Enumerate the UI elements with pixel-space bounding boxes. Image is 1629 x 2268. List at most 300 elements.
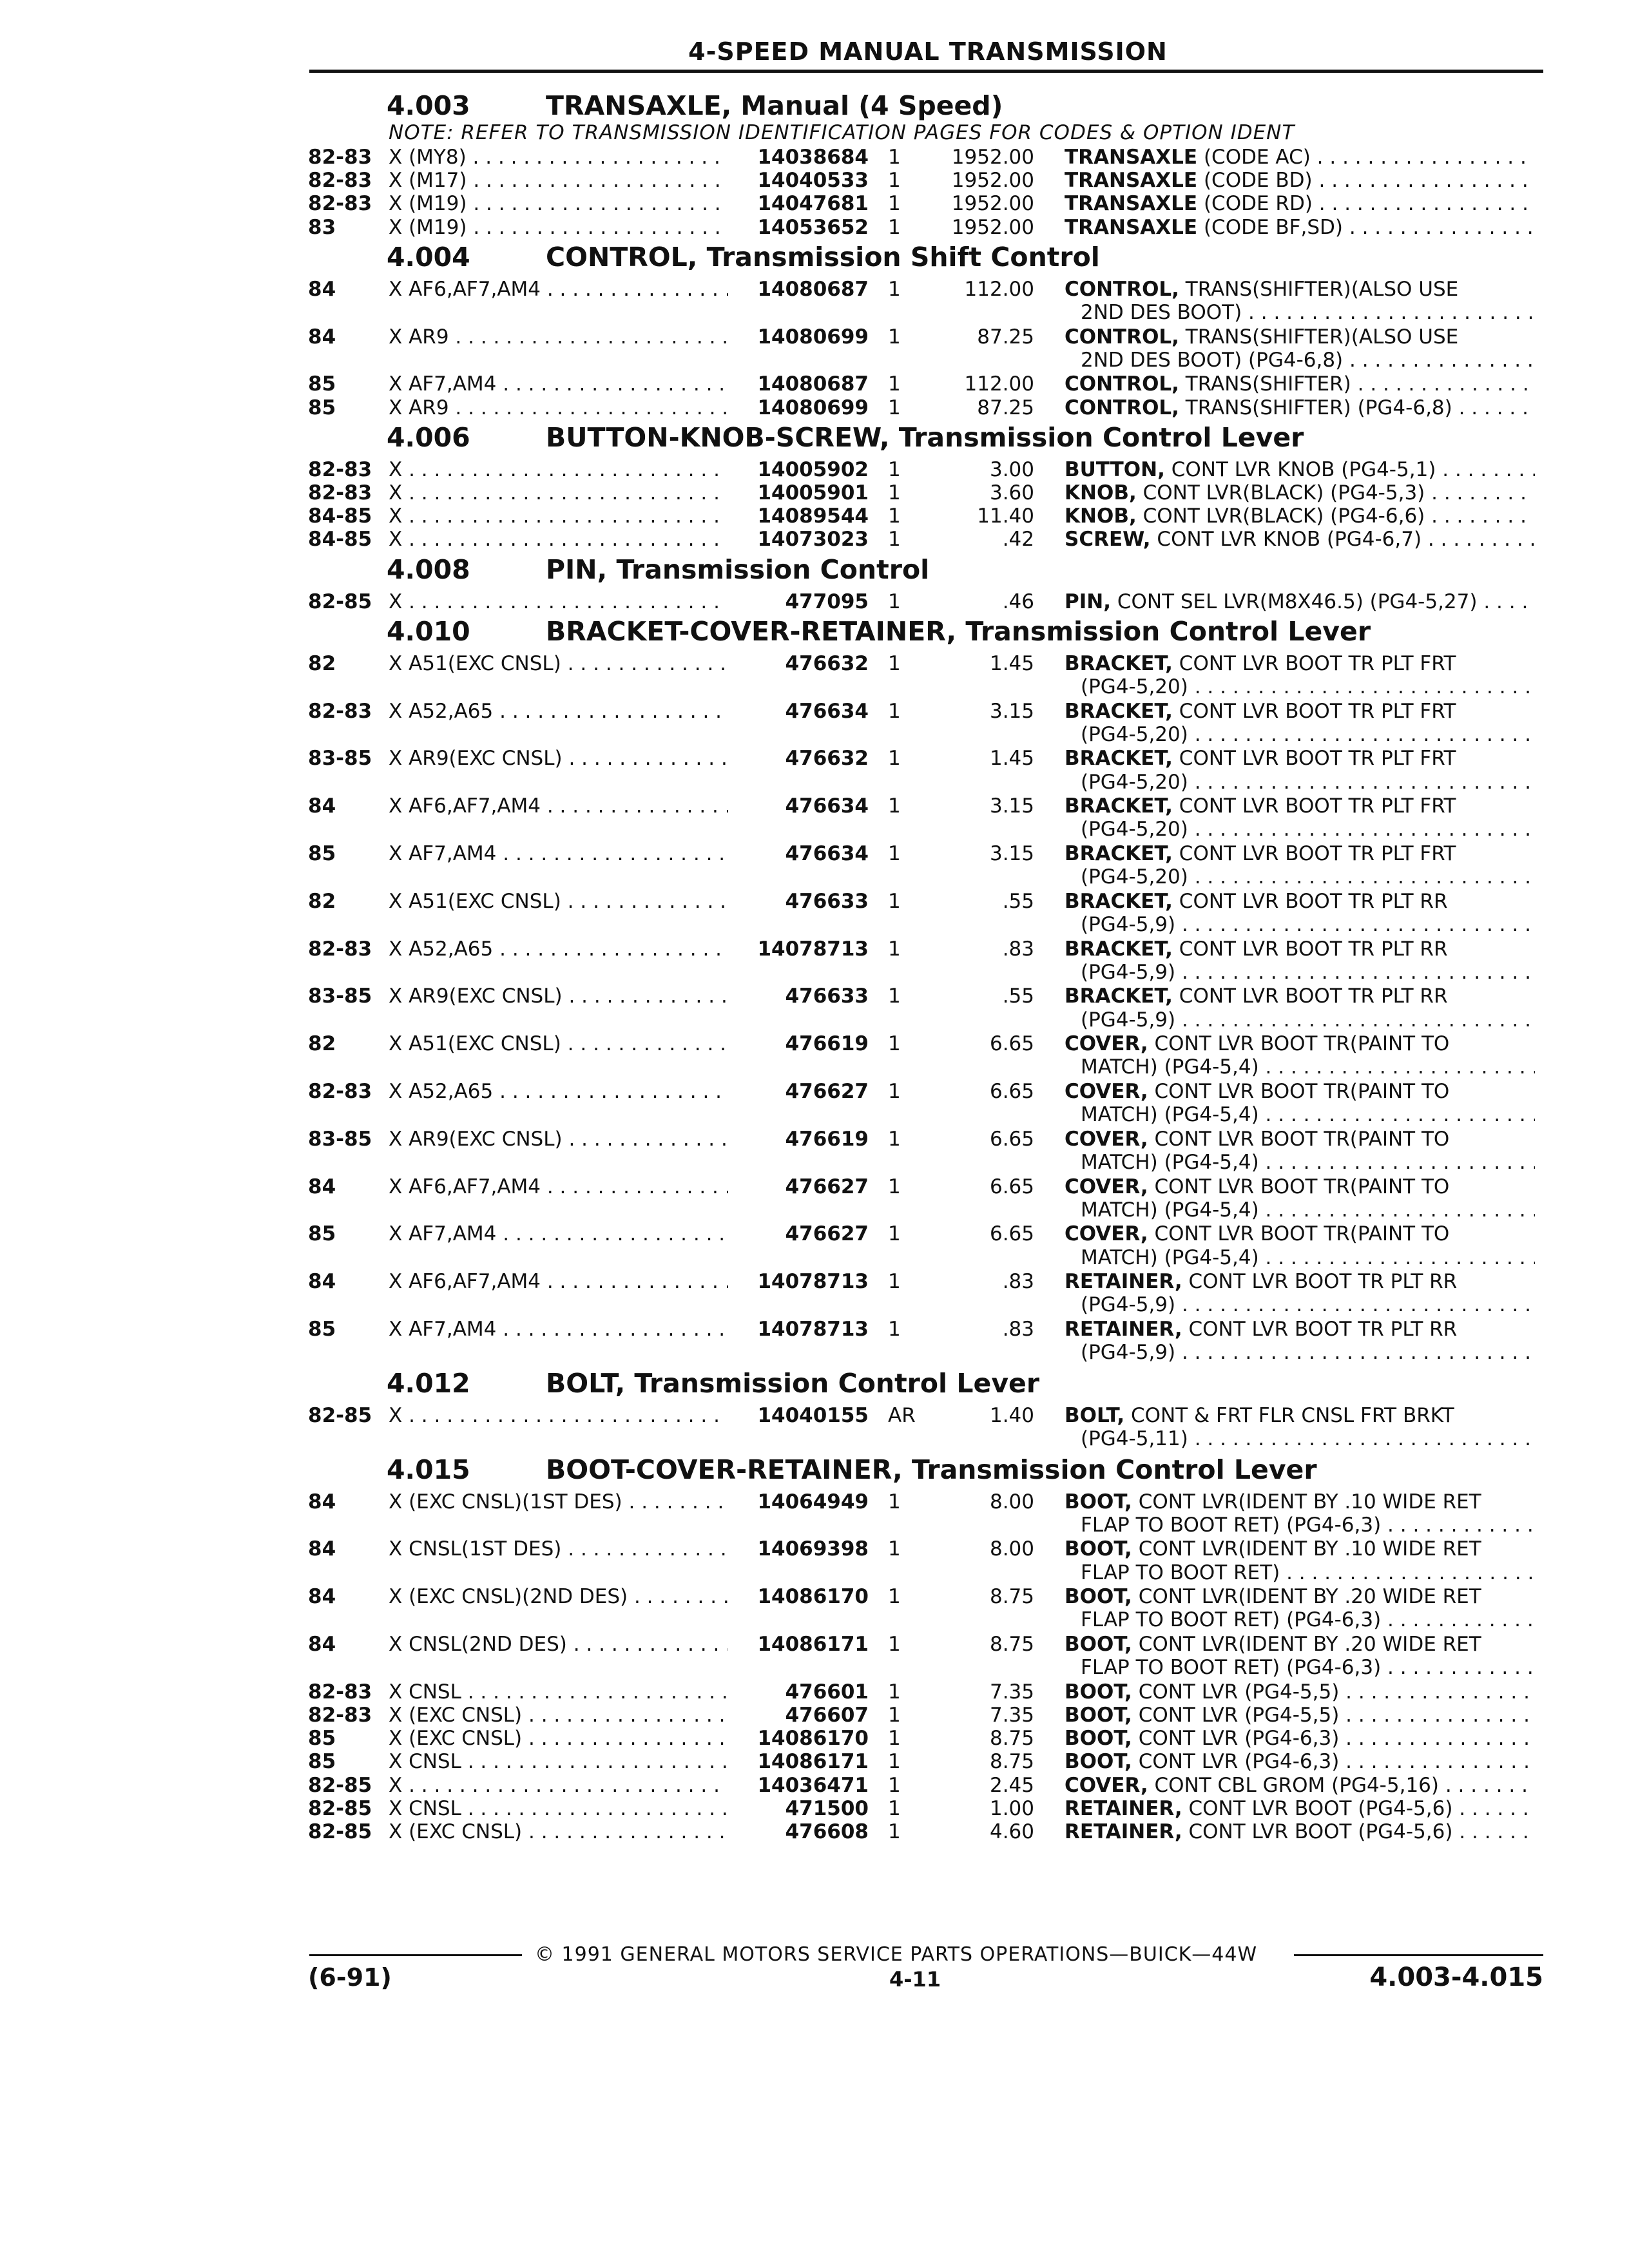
- model-years: 82-83: [308, 146, 372, 169]
- part-number: 476619: [728, 1128, 869, 1151]
- quantity: 1: [888, 277, 901, 301]
- table-row: [0, 1318, 1629, 1341]
- part-number: 476634: [728, 794, 869, 818]
- table-row-continuation: [0, 1055, 1629, 1079]
- part-number: 14064949: [728, 1490, 869, 1514]
- quantity: 1: [888, 699, 901, 723]
- option-codes: X AF7,AM4 . . .: [389, 1222, 749, 1245]
- part-description: [1065, 1633, 1535, 1656]
- quantity: 1: [888, 505, 901, 528]
- part-name: RETAINER,: [1065, 1318, 1182, 1341]
- part-description-continued: MATCH) (PG4-5,4) . . .: [1081, 1151, 1535, 1174]
- part-number: 14078713: [728, 1318, 869, 1341]
- table-row: [0, 890, 1629, 913]
- part-detail: CONT & FRT FLR CNSL FRT BRKT: [1124, 1403, 1454, 1427]
- part-number: 476619: [728, 1032, 869, 1055]
- table-row-continuation: [0, 865, 1629, 889]
- price: 1.45: [989, 747, 1034, 771]
- option-codes: X . . .: [389, 590, 749, 613]
- model-years: 83-85: [308, 1127, 372, 1151]
- title-rule: [309, 70, 1543, 73]
- part-description: [1065, 1175, 1535, 1198]
- part-name: COVER,: [1065, 1773, 1148, 1797]
- part-description: [1065, 372, 1535, 396]
- quantity: 1: [888, 192, 901, 216]
- model-years: 82-83: [308, 457, 372, 481]
- part-detail: CONT LVR BOOT (PG4-5,6): [1182, 1820, 1453, 1843]
- price: 3.00: [989, 457, 1034, 481]
- price: 8.75: [989, 1727, 1034, 1751]
- table-row: [0, 1680, 1629, 1704]
- quantity: 1: [888, 651, 901, 675]
- model-years: 84: [308, 1537, 336, 1561]
- table-row: [0, 1537, 1629, 1561]
- part-name: BOOT,: [1065, 1680, 1132, 1704]
- table-row: [0, 700, 1629, 723]
- option-codes: X AR9 . . .: [389, 325, 749, 349]
- model-years: 82: [308, 889, 336, 913]
- part-description-continued: FLAP TO BOOT RET) . . .: [1081, 1561, 1535, 1584]
- part-description: [1065, 169, 1535, 192]
- table-row: [0, 505, 1629, 528]
- quantity: 1: [888, 1318, 901, 1341]
- part-description-continued: FLAP TO BOOT RET) (PG4-6,3) . . .: [1081, 1608, 1535, 1631]
- part-number: 14086170: [728, 1727, 869, 1750]
- part-number: 476608: [728, 1820, 869, 1843]
- quantity: 1: [888, 325, 901, 349]
- table-row: [0, 146, 1629, 169]
- part-description-continued: FLAP TO BOOT RET) (PG4-6,3) . . .: [1081, 1656, 1535, 1679]
- part-detail: TRANS(SHIFTER)(ALSO USE: [1179, 277, 1459, 301]
- part-detail: CONT LVR(BLACK) (PG4-5,3): [1136, 481, 1425, 505]
- part-name: BRACKET,: [1065, 651, 1173, 675]
- part-detail: CONT LVR (PG4-5,5): [1132, 1680, 1340, 1704]
- quantity: 1: [888, 528, 901, 552]
- part-description: [1065, 1750, 1535, 1773]
- section-title: BOOT-COVER-RETAINER, Transmission Control Lever: [546, 1454, 1317, 1485]
- table-row: [0, 747, 1629, 770]
- part-name: COVER,: [1065, 1080, 1148, 1103]
- part-description: [1065, 700, 1535, 723]
- part-detail: CONT LVR KNOB (PG4-6,7): [1150, 528, 1422, 552]
- model-years: 85: [308, 1222, 336, 1246]
- table-row-continuation: [0, 1103, 1629, 1126]
- table-row: [0, 458, 1629, 481]
- part-description: [1065, 1270, 1535, 1293]
- table-row: [0, 1820, 1629, 1843]
- option-codes: X CNSL . . .: [389, 1680, 749, 1704]
- option-codes: X CNSL . . .: [389, 1750, 749, 1773]
- part-detail: CONT LVR (PG4-6,3): [1132, 1727, 1340, 1751]
- option-codes: X AF7,AM4 . . .: [389, 842, 749, 865]
- option-codes: X (EXC CNSL)(2ND DES) . . .: [389, 1585, 749, 1608]
- part-description: [1065, 1404, 1535, 1427]
- part-description: [1065, 325, 1535, 349]
- part-description: [1065, 396, 1535, 419]
- part-number: 14078713: [728, 937, 869, 961]
- part-name: CONTROL,: [1065, 396, 1179, 419]
- part-name: RETAINER,: [1065, 1820, 1182, 1843]
- option-codes: X . . .: [389, 528, 749, 551]
- model-years: 82-83: [308, 1680, 372, 1704]
- quantity: 1: [888, 1270, 901, 1294]
- table-row-continuation: [0, 1246, 1629, 1269]
- table-row-continuation: [0, 818, 1629, 841]
- part-description: [1065, 1318, 1535, 1341]
- part-detail: CONT LVR BOOT (PG4-5,6): [1182, 1796, 1453, 1820]
- price: 1.00: [989, 1796, 1034, 1820]
- model-years: 84: [308, 794, 336, 818]
- part-detail: CONT LVR BOOT TR PLT RR: [1172, 889, 1448, 913]
- footer-rule-right: [1294, 1954, 1543, 1956]
- part-name: COVER,: [1065, 1222, 1148, 1246]
- price: 3.15: [989, 699, 1034, 723]
- part-detail: CONT LVR(IDENT BY .20 WIDE RET: [1132, 1633, 1481, 1656]
- model-years: 84-85: [308, 528, 372, 552]
- part-detail: CONT LVR BOOT TR PLT FRT: [1172, 794, 1456, 818]
- model-years: 85: [308, 1318, 336, 1341]
- part-number: 14086171: [728, 1633, 869, 1656]
- option-codes: X AR9 . . .: [389, 396, 749, 419]
- model-years: 84: [308, 1490, 336, 1514]
- part-description: [1065, 505, 1535, 528]
- model-years: 85: [308, 1727, 336, 1751]
- quantity: 1: [888, 747, 901, 771]
- part-detail: CONT LVR BOOT TR PLT FRT: [1172, 699, 1456, 723]
- part-detail: CONT LVR BOOT TR PLT FRT: [1172, 842, 1456, 865]
- quantity: 1: [888, 794, 901, 818]
- part-description-continued: (PG4-5,11) . . .: [1081, 1427, 1535, 1450]
- part-detail: CONT LVR BOOT TR(PAINT TO: [1148, 1032, 1450, 1056]
- page-number: 4-11: [889, 1967, 941, 1992]
- table-row-continuation: [0, 1427, 1629, 1450]
- section-title: CONTROL, Transmission Shift Control: [546, 241, 1100, 273]
- part-detail: CONT LVR BOOT TR(PAINT TO: [1148, 1127, 1450, 1151]
- part-number: 476627: [728, 1222, 869, 1245]
- part-detail: (CODE RD): [1197, 192, 1313, 216]
- part-description-continued: MATCH) (PG4-5,4) . . .: [1081, 1103, 1535, 1126]
- part-description: [1065, 1820, 1535, 1843]
- price: 3.60: [989, 481, 1034, 505]
- part-name: BRACKET,: [1065, 889, 1173, 913]
- part-detail: CONT LVR (PG4-6,3): [1132, 1750, 1340, 1774]
- quantity: 1: [888, 1704, 901, 1727]
- part-number: 476632: [728, 747, 869, 770]
- table-row-continuation: [0, 349, 1629, 372]
- option-codes: X . . .: [389, 1774, 749, 1797]
- part-number: 14080687: [728, 372, 869, 396]
- model-years: 83-85: [308, 985, 372, 1008]
- price: .42: [1002, 528, 1034, 552]
- section-number: 4.008: [387, 553, 470, 585]
- part-description: [1065, 528, 1535, 551]
- quantity: 1: [888, 372, 901, 396]
- table-row: [0, 1270, 1629, 1293]
- part-description-continued: MATCH) (PG4-5,4) . . .: [1081, 1055, 1535, 1079]
- part-description: [1065, 1704, 1535, 1727]
- quantity: 1: [888, 396, 901, 419]
- quantity: 1: [888, 169, 901, 193]
- part-number: 14080687: [728, 278, 869, 301]
- part-number: 14053652: [728, 216, 869, 239]
- part-description: [1065, 985, 1535, 1008]
- model-years: 82-85: [308, 590, 372, 613]
- part-name: BOOT,: [1065, 1633, 1132, 1656]
- part-name: BOOT,: [1065, 1490, 1132, 1514]
- part-number: 476607: [728, 1704, 869, 1727]
- part-detail: TRANS(SHIFTER): [1179, 372, 1351, 396]
- part-name: TRANSAXLE: [1065, 146, 1198, 169]
- option-codes: X (M19) . . .: [389, 216, 749, 239]
- option-codes: X A51(EXC CNSL) . . .: [389, 652, 749, 675]
- section-title: BOLT, Transmission Control Lever: [546, 1367, 1040, 1399]
- part-description: [1065, 1727, 1535, 1750]
- price: 8.75: [989, 1633, 1034, 1656]
- part-number: 14069398: [728, 1537, 869, 1561]
- price: 6.65: [989, 1127, 1034, 1151]
- table-row: [0, 652, 1629, 675]
- copyright-notice: © 1991 GENERAL MOTORS SERVICE PARTS OPERATIONS—BUICK—44W: [535, 1943, 1258, 1966]
- model-years: 84: [308, 1585, 336, 1609]
- quantity: 1: [888, 1222, 901, 1246]
- section-number: 4.015: [387, 1454, 470, 1485]
- model-years: 82-83: [308, 1080, 372, 1103]
- part-detail: CONT LVR BOOT TR PLT RR: [1172, 937, 1448, 961]
- part-detail: CONT LVR(IDENT BY .10 WIDE RET: [1132, 1537, 1481, 1561]
- model-years: 82-85: [308, 1403, 372, 1427]
- model-years: 84: [308, 277, 336, 301]
- price: 1952.00: [951, 215, 1034, 239]
- option-codes: X (EXC CNSL) . . .: [389, 1820, 749, 1843]
- price: 87.25: [977, 325, 1034, 349]
- part-description-continued: (PG4-5,9) . . .: [1081, 913, 1535, 936]
- part-description-continued: MATCH) (PG4-5,4) . . .: [1081, 1198, 1535, 1222]
- part-detail: TRANS(SHIFTER)(ALSO USE: [1179, 325, 1459, 349]
- price: 1952.00: [951, 192, 1034, 216]
- table-row-continuation: [0, 1514, 1629, 1537]
- table-row: [0, 169, 1629, 192]
- model-years: 82-85: [308, 1820, 372, 1843]
- price: 8.00: [989, 1490, 1034, 1514]
- table-row: [0, 528, 1629, 551]
- option-codes: X . . .: [389, 458, 749, 481]
- option-codes: X (EXC CNSL) . . .: [389, 1727, 749, 1750]
- quantity: 1: [888, 1773, 901, 1797]
- model-years: 85: [308, 372, 336, 396]
- price: 1.45: [989, 651, 1034, 675]
- part-name: BRACKET,: [1065, 985, 1173, 1008]
- option-codes: X CNSL . . .: [389, 1797, 749, 1820]
- part-name: TRANSAXLE: [1065, 169, 1198, 193]
- table-row: [0, 1585, 1629, 1608]
- price: 6.65: [989, 1222, 1034, 1246]
- section-number: 4.004: [387, 241, 470, 273]
- quantity: 1: [888, 1633, 901, 1656]
- part-number: 14005901: [728, 481, 869, 505]
- part-name: RETAINER,: [1065, 1796, 1182, 1820]
- part-description: [1065, 481, 1535, 505]
- quantity: 1: [888, 1537, 901, 1561]
- part-description-continued: (PG4-5,20) . . .: [1081, 675, 1535, 698]
- price: 112.00: [964, 372, 1034, 396]
- quantity: 1: [888, 1127, 901, 1151]
- quantity: 1: [888, 1490, 901, 1514]
- part-description: [1065, 1222, 1535, 1245]
- quantity: 1: [888, 1585, 901, 1609]
- section-title: BRACKET-COVER-RETAINER, Transmission Control Lever: [546, 615, 1371, 647]
- table-row: [0, 1128, 1629, 1151]
- table-row-continuation: [0, 1198, 1629, 1222]
- part-description: [1065, 842, 1535, 865]
- part-number: 14038684: [728, 146, 869, 169]
- table-row: [0, 1032, 1629, 1055]
- part-detail: CONT LVR(IDENT BY .20 WIDE RET: [1132, 1585, 1481, 1609]
- price: 1.40: [989, 1403, 1034, 1427]
- model-years: 84: [308, 1270, 336, 1294]
- price: .55: [1002, 985, 1034, 1008]
- section-number: 4.006: [387, 421, 470, 453]
- model-years: 82: [308, 1032, 336, 1056]
- part-description-continued: (PG4-5,20) . . .: [1081, 771, 1535, 794]
- price: 7.35: [989, 1704, 1034, 1727]
- part-detail: (CODE BD): [1197, 169, 1313, 193]
- table-row: [0, 1774, 1629, 1797]
- part-number: 14040533: [728, 169, 869, 192]
- part-name: KNOB,: [1065, 505, 1137, 528]
- table-row: [0, 325, 1629, 349]
- model-years: 82-83: [308, 1704, 372, 1727]
- option-codes: X A52,A65 . . .: [389, 1080, 749, 1103]
- part-description-continued: (PG4-5,9) . . .: [1081, 1341, 1535, 1364]
- part-number: 476633: [728, 985, 869, 1008]
- model-years: 82-83: [308, 169, 372, 193]
- part-number: 14047681: [728, 192, 869, 215]
- part-description: [1065, 278, 1535, 301]
- model-years: 82-83: [308, 192, 372, 216]
- part-name: BRACKET,: [1065, 699, 1173, 723]
- part-description: [1065, 590, 1535, 613]
- part-detail: CONT LVR BOOT TR(PAINT TO: [1148, 1222, 1450, 1246]
- table-row: [0, 396, 1629, 419]
- part-number: 14036471: [728, 1774, 869, 1797]
- option-codes: X A51(EXC CNSL) . . .: [389, 890, 749, 913]
- price: 87.25: [977, 396, 1034, 419]
- part-detail: CONT LVR KNOB (PG4-5,1): [1164, 457, 1436, 481]
- option-codes: X AF6,AF7,AM4 . . .: [389, 1175, 749, 1198]
- section-range: 4.003-4.015: [1369, 1963, 1543, 1992]
- quantity: 1: [888, 1796, 901, 1820]
- price: 6.65: [989, 1080, 1034, 1103]
- section-note: NOTE: REFER TO TRANSMISSION IDENTIFICATION PAGES FOR CODES & OPTION IDENT: [389, 121, 1295, 144]
- quantity: 1: [888, 985, 901, 1008]
- model-years: 85: [308, 1750, 336, 1774]
- table-row-continuation: [0, 1293, 1629, 1316]
- option-codes: X AR9(EXC CNSL) . . .: [389, 985, 749, 1008]
- table-row-continuation: [0, 1656, 1629, 1679]
- price: 112.00: [964, 277, 1034, 301]
- part-description: [1065, 1680, 1535, 1704]
- part-detail: CONT LVR (PG4-5,5): [1132, 1704, 1340, 1727]
- price: .46: [1002, 590, 1034, 613]
- part-number: 476633: [728, 890, 869, 913]
- price: 8.75: [989, 1750, 1034, 1774]
- part-number: 14086170: [728, 1585, 869, 1608]
- part-detail: CONT LVR(BLACK) (PG4-6,6): [1136, 505, 1425, 528]
- quantity: 1: [888, 457, 901, 481]
- part-detail: CONT LVR BOOT TR PLT RR: [1182, 1318, 1458, 1341]
- option-codes: X (EXC CNSL) . . .: [389, 1704, 749, 1727]
- part-number: 476627: [728, 1080, 869, 1103]
- part-description-continued: 2ND DES BOOT) (PG4-6,8) . . .: [1081, 349, 1535, 372]
- part-detail: CONT LVR BOOT TR(PAINT TO: [1148, 1175, 1450, 1198]
- part-number: 476627: [728, 1175, 869, 1198]
- part-name: BOOT,: [1065, 1727, 1132, 1751]
- part-description-continued: (PG4-5,9) . . .: [1081, 961, 1535, 984]
- table-row: [0, 1404, 1629, 1427]
- option-codes: X . . .: [389, 1404, 749, 1427]
- part-number: 14089544: [728, 505, 869, 528]
- price: 4.60: [989, 1820, 1034, 1843]
- option-codes: X AF6,AF7,AM4 . . .: [389, 794, 749, 818]
- option-codes: X (EXC CNSL)(1ST DES) . . .: [389, 1490, 749, 1514]
- model-years: 85: [308, 842, 336, 865]
- part-description: [1065, 747, 1535, 770]
- part-detail: CONT SEL LVR(M8X46.5) (PG4-5,27): [1110, 590, 1478, 613]
- part-number: 14005902: [728, 458, 869, 481]
- part-description: [1065, 1797, 1535, 1820]
- table-row-continuation: [0, 771, 1629, 794]
- quantity: 1: [888, 146, 901, 169]
- model-years: 84-85: [308, 505, 372, 528]
- price: 8.75: [989, 1585, 1034, 1609]
- part-name: BRACKET,: [1065, 747, 1173, 771]
- part-number: 14078713: [728, 1270, 869, 1293]
- option-codes: X . . .: [389, 505, 749, 528]
- table-row: [0, 1080, 1629, 1103]
- footer-date: (6-91): [308, 1963, 392, 1992]
- part-name: SCREW,: [1065, 528, 1151, 552]
- model-years: 82-83: [308, 481, 372, 505]
- part-detail: CONT LVR(IDENT BY .10 WIDE RET: [1132, 1490, 1481, 1514]
- part-name: BOOT,: [1065, 1750, 1132, 1774]
- part-name: COVER,: [1065, 1127, 1148, 1151]
- quantity: 1: [888, 1175, 901, 1198]
- model-years: 82-83: [308, 937, 372, 961]
- quantity: 1: [888, 1080, 901, 1103]
- part-name: BUTTON,: [1065, 457, 1165, 481]
- table-row: [0, 192, 1629, 215]
- part-description: [1065, 1490, 1535, 1514]
- model-years: 83-85: [308, 747, 372, 771]
- part-detail: CONT LVR BOOT TR PLT FRT: [1172, 747, 1456, 771]
- part-name: KNOB,: [1065, 481, 1137, 505]
- model-years: 82-85: [308, 1773, 372, 1797]
- table-row: [0, 1175, 1629, 1198]
- part-number: 476632: [728, 652, 869, 675]
- quantity: 1: [888, 215, 901, 239]
- option-codes: X A52,A65 . . .: [389, 700, 749, 723]
- option-codes: X A52,A65 . . .: [389, 937, 749, 961]
- section-number: 4.012: [387, 1367, 470, 1399]
- section-title: TRANSAXLE, Manual (4 Speed): [546, 90, 1003, 121]
- part-number: 14080699: [728, 396, 869, 419]
- table-row: [0, 937, 1629, 961]
- part-description-continued: MATCH) (PG4-5,4) . . .: [1081, 1246, 1535, 1269]
- price: 7.35: [989, 1680, 1034, 1704]
- part-detail: CONT LVR BOOT TR PLT RR: [1182, 1270, 1458, 1294]
- part-description-continued: 2ND DES BOOT) . . .: [1081, 301, 1535, 324]
- model-years: 84: [308, 1175, 336, 1198]
